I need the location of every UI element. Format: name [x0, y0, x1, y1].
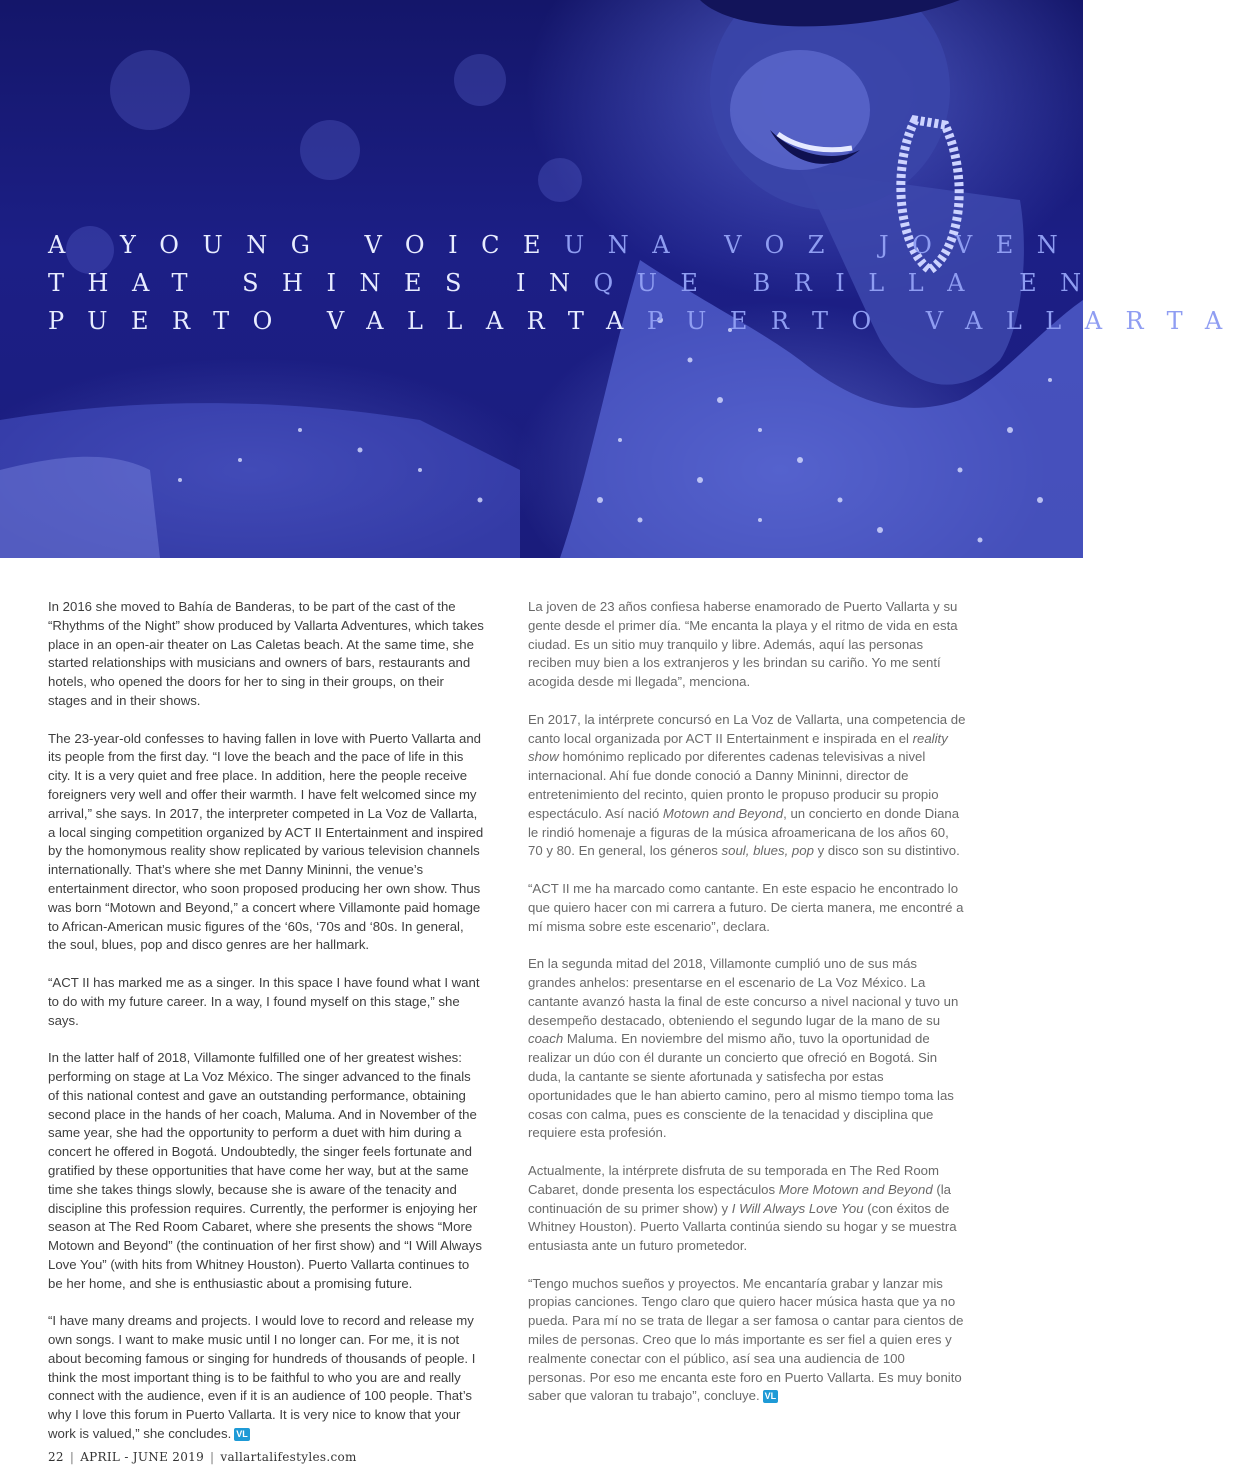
en-paragraph-4: In the latter half of 2018, Villamonte fulfilled one of her greatest wishes: performing on stage at La Voz México. The singer advanced to the finals of this national contest and gave an outstanding performance, obtaining second place in the hands of her coach, Maluma. And in November of the same year, she had the opportunity to perform a duet with him during a concert he offered in Bogotá. Undoubtedly, the singer feels fortunate and gratified by these opportunities that have come her way, but at the same time she takes things slowly, because she is aware of the tenacity and discipline this profession requires. Currently, the performer is enjoying her season at The Red Room Cabaret, where she presents the shows “More Motown and Beyond” (the continuation of her first show) and “I Will Always Love You” (with hits from Whitney Houston). Puerto Vallarta continues to be her home, and she is enthusiastic about a promising future.	[48, 1050, 482, 1291]
es-p5-c: (la continuación de su primer show) y	[528, 1181, 952, 1216]
es-p4-c: Maluma. En noviembre del mismo año, tuvo la oportunidad de realizar un dúo con él durante un concierto que ofreció en Bogotá. Sin duda, la cantante se siente afortunada y satisfecha por estas oportunidades que le han abierto camino, pero al mismo tiempo toma las cosas con calma, pues es consciente de la tenacidad y disciplina que requiere esta profesión.	[528, 1031, 954, 1141]
hero-photo	[0, 0, 1246, 558]
issue-date: APRIL - JUNE 2019	[80, 1450, 205, 1464]
es-p2-g: y disco son su distintivo.	[813, 843, 960, 859]
headline-es-2: QUE BRILLA EN	[593, 269, 1105, 297]
headline-en-1: A YOUNG VOICE	[48, 231, 564, 259]
es-p2-c: homónimo replicado por diferentes cadenas televisivas a nivel internacional. Ahí fue donde conoció a Danny Mininni, director de entretenimiento del recinto, quien pronto le propuso producir su propio espectáculo. Así nació	[528, 749, 939, 821]
en-paragraph-3: “ACT II has marked me as a singer. In this space I have found what I want to do with my future career. In a way, I found myself on this stage,” she says.	[48, 974, 480, 1028]
es-p2-b: reality show	[528, 730, 948, 765]
es-paragraph-4	[528, 955, 966, 1143]
headline-en-3: PUERTO VALLARTA	[48, 307, 647, 335]
footer-separator-1: |	[69, 1450, 75, 1464]
es-paragraph-6	[528, 1275, 966, 1407]
page-number: 22	[48, 1450, 64, 1464]
en-paragraph-5	[48, 1312, 484, 1444]
es-p5-b: More Motown and Beyond	[778, 1181, 933, 1197]
es-p2-d: Motown and Beyond	[662, 805, 784, 821]
headline-es-3: PUERTO VALLARTA	[646, 307, 1246, 335]
spanish-column	[528, 598, 966, 1425]
headline-es-1: UNA VOZ JOVEN	[563, 231, 1082, 259]
english-column	[48, 598, 484, 1463]
headline-line-3	[48, 302, 1246, 340]
es-paragraph-2	[528, 711, 966, 861]
vl-end-mark: VL	[236, 1429, 248, 1440]
en-paragraph-1: In 2016 she moved to Bahía de Banderas, to be part of the cast of the “Rhythms of the Night” show produced by Vallarta Adventures, which takes place in an open-air theater on Las Caletas beach. At the same time, she started relationships with musicians and owners of bars, restaurants and hotels, who opened the doors for her to sing in their groups, on their stages and in their shows.	[48, 599, 484, 708]
es-paragraph-6-text: “Tengo muchos sueños y proyectos. Me encantaría grabar y lanzar mis propias canciones. Tengo claro que quiero hacer música hasta que ya no pueda. Para mí no se trata de llegar a ser famosa o cantar para cientos de miles de personas. Creo que lo más importante es ser fiel a quien eres y realmente conectar con el público, así sea una audiencia de 100 personas. Por eso me encanta este foro en Puerto Vallarta. Es muy bonito saber que valoran tu trabajo”, concluye.	[528, 1275, 964, 1404]
en-paragraph-2: The 23-year-old confesses to having fallen in love with Puerto Vallarta and its people from the first day. “I love the beach and the pace of life in this city. It is a very quiet and free place. In addition, here the people receive foreigners very well and offer their warmth. I have felt welcomed since my arrival,” she says. In 2017, the interpreter competed in La Voz de Vallarta, a local singing competition organized by ACT II Entertainment and inspired by the homonymous reality show replicated by various television channels internationally. That’s where she met Danny Mininni, the venue’s entertainment director, who soon proposed producing her own show. Thus was born “Motown and Beyond,” a concert where Villamonte paid homage to African-American music figures of the ‘60s, ‘70s and ‘80s. In general, the soul, blues, pop and disco genres are her hallmark.	[48, 730, 484, 953]
headline-line-1	[48, 226, 1082, 264]
website: vallartalifestyles.com	[220, 1450, 357, 1464]
es-p5-e: (con éxitos de Whitney Houston). Puerto Vallarta continúa siendo su hogar y se muestra entusiasta ante un futuro prometedor.	[528, 1200, 957, 1254]
headline-en-2: THAT SHINES IN	[48, 269, 594, 297]
es-p2-f: soul, blues, pop	[721, 843, 814, 859]
footer-separator-2: |	[210, 1450, 215, 1464]
page-footer	[48, 1450, 357, 1464]
es-p4-a: En la segunda mitad del 2018, Villamonte cumplió uno de sus más grandes anhelos: presentarse en el escenario de La Voz México. La cantante avanzó hasta la final de este concurso a nivel nacional y tuvo un desempeño destacado, obteniendo el segundo lugar de la mano de su	[528, 956, 959, 1028]
es-p5-a: Actualmente, la intérprete disfruta de su temporada en The Red Room Cabaret, donde presenta los espectáculos	[528, 1162, 939, 1197]
es-p2-e: , un concierto en donde Diana le rindió homenaje a figuras de la música afroamericana de los años 60, 70 y 80. En general, los géneros	[528, 805, 960, 859]
article-headline	[48, 226, 1246, 340]
es-paragraph-5	[528, 1162, 966, 1256]
es-paragraph-1: La joven de 23 años confiesa haberse enamorado de Puerto Vallarta y su gente desde el primer día. “Me encanta la playa y el ritmo de vida en esta ciudad. Es un sitio muy tranquilo y libre. Además, aquí las personas reciben muy bien a los extranjeros y les brindan su cariño. Yo me sentí acogida desde mi llegada”, menciona.	[528, 599, 958, 690]
headline-line-2	[48, 264, 1105, 302]
vl-end-mark-es: VL	[764, 1391, 777, 1402]
es-p2-a: En 2017, la intérprete concursó en La Voz de Vallarta, una competencia de canto local organizada por ACT II Entertainment e inspirada en el	[528, 711, 966, 746]
es-p4-b: coach	[528, 1031, 564, 1047]
en-paragraph-5-text: “I have many dreams and projects. I would love to record and release my own songs. I want to make music until I no longer can. For me, it is not about becoming famous or singing for hundreds of thousands of people. I think the most important thing is to be faithful to who you are and really connect with the audience, even if it is an audience of 100 people. That’s why I love this forum in Puerto Vallarta. It is very nice to know that your work is valued,” she concludes.	[48, 1313, 476, 1442]
es-p5-d: I Will Always Love You	[731, 1200, 864, 1216]
es-paragraph-3: “ACT II me ha marcado como cantante. En este espacio he encontrado lo que quiero hacer con mi carrera a futuro. De cierta manera, me encontré a mí misma sobre este escenario”, declara.	[528, 880, 964, 934]
